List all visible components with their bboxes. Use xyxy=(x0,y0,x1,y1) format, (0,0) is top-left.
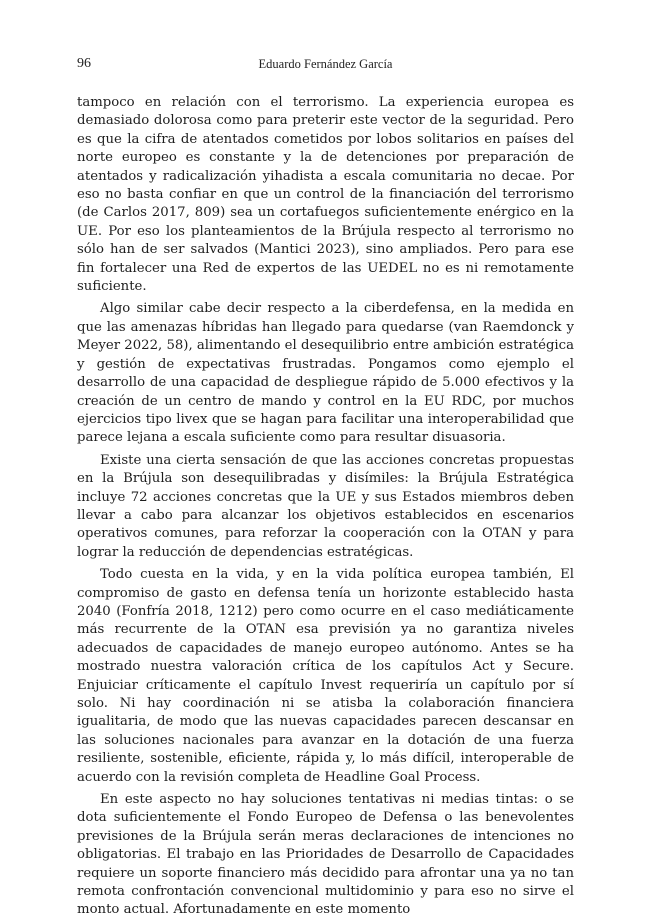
paragraph-1: tampoco en relación con el terrorismo. La experiencia europea es demasiado dolorosa como para preterir este vector de la seguridad. Pero es que la cifra de atentados cometidos por lobos solitarios en países del norte europeo es constante y la de detenciones por preparación de atentados y radicalización yihadista a escala comunitaria no decae. Por eso no basta confiar en que un control de la financiación del terrorismo (de Carlos 2017, 809) sea un cortafuegos suficientemente enérgico en la UE. Por eso los planteamientos de la Brújula respecto al terrorismo no sólo han de ser salvados (Mantici 2023), sino ampliados. Pero para ese fin fortalecer una Red de expertos de las UEDEL no es ni remotamente suficiente. xyxy=(77,95,574,295)
paragraph-3: Existe una cierta sensación de que las acciones concretas propuestas en la Brújula son desequilibradas y disímiles: la Brújula Estratégica incluye 72 acciones concretas que la UE y sus Estados miembros deben llevar a cabo para alcanzar los objetivos establecidos en escenarios operativos comunes, para reforzar la cooperación con la OTAN y para lograr la reducción de dependencias estratégicas. xyxy=(77,452,574,560)
page-number: 96 xyxy=(77,56,91,71)
paragraph-4: Todo cuesta en la vida, y en la vida política europea también, El compromiso de gasto en defensa tenía un horizonte establecido hasta 2040 (Fonfría 2018, 1212) pero como ocurre en el caso mediáticamente más recurrente de la OTAN esa previsión ya no garantiza niveles adecuados de capacidades de manejo europeo autónomo. Antes se ha mostrado nuestra valoración crítica de los capítulos Act y Secure. Enjuiciar críticamente el capítulo Invest requeriría un capítulo por sí solo. Ni hay coordinación ni se atisba la colaboración financiera igualitaria, de modo que las nuevas capacidades parecen descansar en las soluciones nacionales para avanzar en la dotación de una fuerza resiliente, sostenible, eficiente, rápida y, lo más difícil, interoperable de acuerdo con la revisión completa de Headline Goal Process. xyxy=(77,567,574,785)
body-text xyxy=(77,94,574,920)
paragraph-2: Algo similar cabe decir respecto a la ciberdefensa, en la medida en que las amenazas híbridas han llegado para quedarse (van Raemdonck y Meyer 2022, 58), alimentando el desequilibrio entre ambición estratégica y gestión de expectativas frustradas. Pongamos como ejemplo el desarrollo de una capacidad de despliegue rápido de 5.000 efectivos y la creación de un centro de mando y control en la EU RDC, por muchos ejercicios tipo livex que se hagan para facilitar una interoperabilidad que parece lejana a escala suficiente como para resultar disuasoria. xyxy=(77,301,574,446)
paragraph-5: En este aspecto no hay soluciones tentativas ni medias tintas: o se dota suficientemente el Fondo Europeo de Defensa o las benevolentes previsiones de la Brújula serán meras declaraciones de intenciones no obligatorias. El trabajo en las Prioridades de Desarrollo de Capacidades requiere un soporte financiero más decidido para afrontar una ya no tan remota confrontación convencional multidominio y para eso no sirve el monto actual. Afortunadamente en este momento xyxy=(77,792,574,918)
running-head-author: Eduardo Fernández García xyxy=(258,57,393,71)
page-header xyxy=(77,56,574,76)
